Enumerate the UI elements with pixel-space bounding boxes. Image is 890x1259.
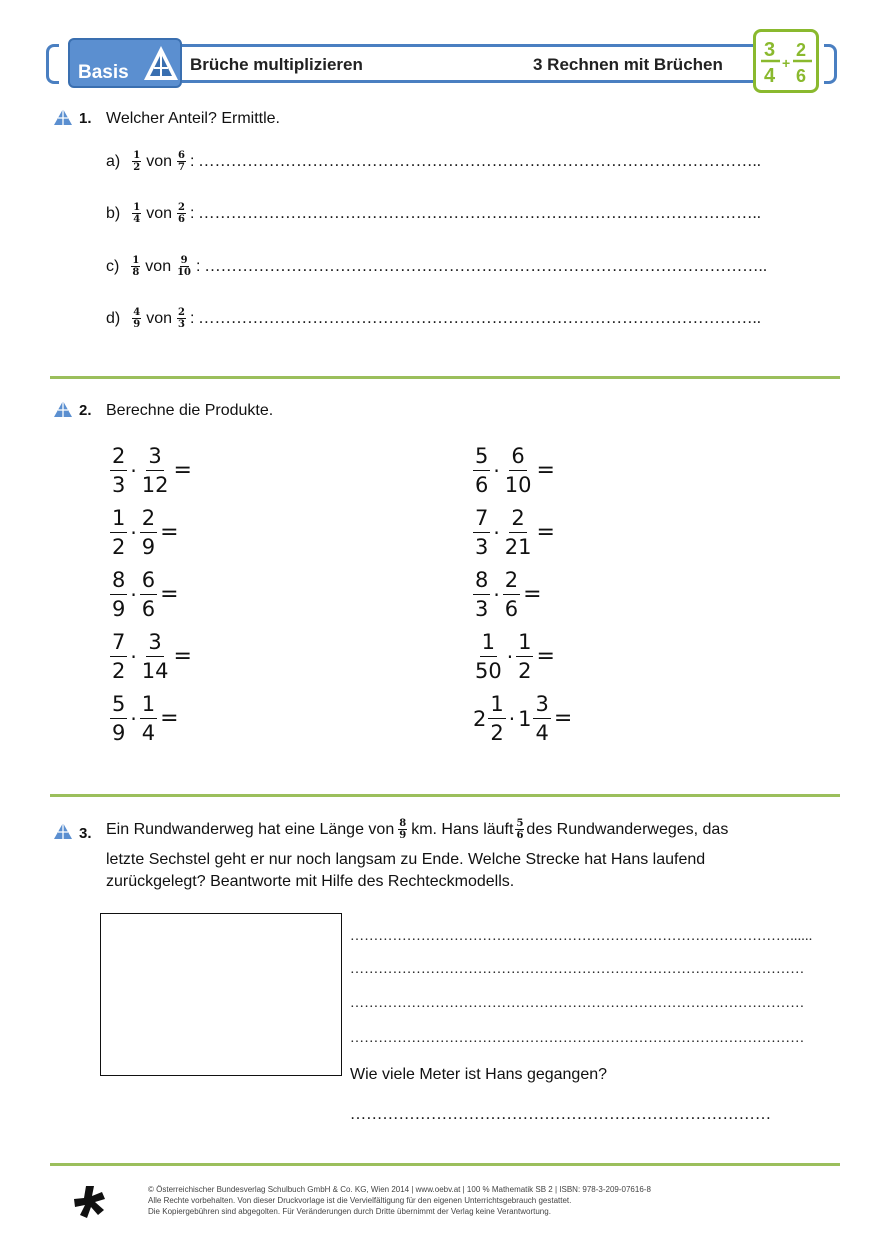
level-triangle-icon: [53, 108, 73, 126]
answer-line[interactable]: ……………………………………………………………………………………: [350, 962, 805, 977]
whole-number: 1: [518, 706, 532, 731]
times-sign: ·: [130, 582, 137, 607]
final-answer-line[interactable]: ……………………………………………………………………: [350, 1106, 772, 1123]
section-divider: [50, 794, 840, 797]
footer-line-3: Die Kopiergebühren sind abgegolten. Für Veränderungen durch Dritte übernimmt der Verlag keine Verantwortung.: [148, 1207, 551, 1216]
basis-label: Basis: [78, 62, 129, 83]
colon: :: [189, 152, 195, 170]
header-rule-bottom: [182, 80, 754, 83]
times-sign: ·: [130, 520, 137, 545]
answer-line[interactable]: …………………………………………………………………………………………..: [198, 204, 762, 222]
fraction: 2 3: [112, 444, 126, 497]
fraction: 5 6: [516, 818, 524, 841]
fraction: 1 50: [475, 630, 502, 683]
footer-line-1: © Österreichischer Bundesverlag Schulbuch GmbH & Co. KG, Wien 2014 | www.oebv.at | 100 % Mathematik SB 2 | ISBN: 978-3-209-07616-8: [148, 1185, 651, 1194]
publisher-logo-icon: [72, 1184, 112, 1222]
times-sign: ·: [493, 582, 500, 607]
fraction: 9 10: [177, 255, 192, 278]
answer-line[interactable]: ……………………………………………………………………………………: [350, 1031, 805, 1046]
fraction: 4 9: [133, 307, 141, 330]
task1-item-a: [106, 150, 761, 173]
logo-digit-6: 6: [796, 66, 807, 86]
section-divider: [50, 1163, 840, 1166]
item-label: c): [106, 257, 120, 275]
fraction-logo-icon: [756, 32, 816, 90]
task3-text: Ein Rundwanderweg hat eine Länge von: [106, 820, 395, 838]
von-word: von: [146, 204, 172, 222]
fraction: $\frac{2}{9}$: [141, 506, 156, 559]
header-bracket-left: [46, 44, 59, 84]
logo-digit-3: 3: [764, 39, 776, 61]
product-problem: [473, 690, 572, 747]
task3-line1: [106, 818, 728, 841]
task1-item-b: [106, 202, 761, 225]
task3-question: Wie viele Meter ist Hans gegangen?: [350, 1066, 608, 1083]
times-sign: ·: [130, 458, 137, 483]
equals-sign: =: [523, 582, 542, 607]
level-triangle-icon: [53, 822, 73, 840]
equals-sign: =: [553, 706, 573, 731]
times-sign: ·: [130, 706, 137, 731]
fraction: 5 9: [112, 692, 126, 745]
answer-line[interactable]: …………………………………………………………………………………………..: [204, 257, 768, 275]
product-problem: [473, 442, 555, 499]
fraction: $\frac{3}{12}$: [141, 444, 169, 497]
fraction: 5 6: [475, 444, 489, 497]
answer-line[interactable]: …………………………………………………………………………………………..: [198, 152, 762, 170]
item-label: d): [106, 309, 121, 327]
times-sign: ·: [506, 644, 514, 669]
page-title: Brüche multiplizieren: [190, 55, 363, 74]
equals-sign: =: [536, 520, 555, 545]
fraction: 1 2: [490, 692, 504, 745]
fraction: 8 3: [475, 568, 489, 621]
times-sign: ·: [130, 644, 137, 669]
header-rule-top: [182, 44, 754, 47]
product-problem: [110, 628, 192, 685]
item-label: b): [106, 204, 121, 222]
colon: :: [189, 204, 195, 222]
product-problem: [473, 504, 555, 561]
von-word: von: [146, 152, 172, 170]
task2-number: 2.: [79, 402, 92, 419]
fraction: 8 9: [112, 568, 126, 621]
fraction-logo: [753, 29, 819, 93]
fraction: $\frac{3}{14}$: [141, 630, 169, 683]
fraction: $\frac{2}{21}$: [504, 506, 532, 559]
logo-plus: +: [782, 55, 791, 71]
fraction: $\frac{2}{6}$: [504, 568, 519, 621]
task3-text: km. Hans läuft: [411, 820, 514, 838]
equals-sign: =: [160, 520, 179, 545]
equals-sign: =: [160, 582, 179, 607]
task3-line3: zurückgelegt? Beantworte mit Hilfe des Rechteckmodells.: [106, 873, 515, 890]
task1-prompt: Welcher Anteil? Ermittle.: [106, 110, 280, 127]
whole-number: 2: [473, 706, 487, 731]
task3-line2: letzte Sechstel geht er nur noch langsam zu Ende. Welche Strecke hat Hans laufend: [106, 851, 706, 868]
product-problem: [473, 566, 542, 623]
product-problem: [110, 690, 179, 747]
times-sign: ·: [493, 458, 500, 483]
logo-digit-2: 2: [796, 40, 807, 60]
times-sign: ·: [493, 520, 500, 545]
equals-sign: =: [160, 706, 179, 731]
task3-text: des Rundwanderweges, das: [526, 820, 729, 838]
basis-triangle-icon: [142, 44, 180, 84]
fraction: $\frac{6}{6}$: [141, 568, 156, 621]
fraction: 1 2: [133, 150, 141, 173]
von-word: von: [145, 257, 172, 275]
fraction: $\frac{1}{2}$: [518, 630, 532, 683]
basis-badge: [68, 38, 182, 88]
task1-number: 1.: [79, 110, 92, 127]
fraction: 2 6: [178, 202, 185, 225]
fraction: $\frac{3}{4}$: [535, 692, 549, 745]
chapter-title: 3 Rechnen mit Brüchen: [533, 55, 723, 74]
level-triangle-icon: [53, 400, 73, 418]
task2-prompt: Berechne die Produkte.: [106, 402, 274, 419]
colon: :: [196, 257, 201, 275]
fraction: $\frac{6}{10}$: [504, 444, 532, 497]
product-problem: [473, 628, 555, 685]
fraction: 8 9: [399, 818, 407, 841]
fraction: $\frac{1}{4}$: [141, 692, 156, 745]
section-divider: [50, 376, 840, 379]
answer-line[interactable]: ……………………………………………………………………………………: [350, 996, 805, 1011]
equals-sign: =: [536, 644, 555, 669]
footer-line-2: Alle Rechte vorbehalten. Von dieser Druckvorlage ist die Vervielfältigung für den eigenen Unterrichtsgebrauch gestattet.: [148, 1196, 572, 1205]
equals-sign: =: [173, 458, 192, 483]
von-word: von: [146, 309, 172, 327]
fraction: 6 7: [178, 150, 185, 173]
fraction: 7 3: [475, 506, 489, 559]
task1-item-c: [106, 255, 767, 278]
item-label: a): [106, 152, 121, 170]
product-problem: [110, 442, 192, 499]
header-bracket-right: [824, 44, 837, 84]
answer-line[interactable]: …………………………………………………………………………………......: [350, 929, 813, 944]
equals-sign: =: [536, 458, 555, 483]
fraction: 1 2: [112, 506, 126, 559]
product-problem: [110, 566, 179, 623]
equals-sign: =: [173, 644, 192, 669]
logo-digit-4: 4: [764, 65, 776, 87]
rectangle-model-area[interactable]: [100, 913, 342, 1076]
fraction: 7 2: [112, 630, 126, 683]
times-sign: ·: [508, 706, 516, 731]
fraction: 1 8: [132, 255, 140, 278]
task1-item-d: [106, 307, 761, 330]
task3-number: 3.: [79, 825, 92, 842]
fraction: 2 3: [178, 307, 185, 330]
product-problem: [110, 504, 179, 561]
colon: :: [189, 309, 195, 327]
answer-line[interactable]: …………………………………………………………………………………………..: [198, 309, 762, 327]
fraction: 1 4: [133, 202, 141, 225]
